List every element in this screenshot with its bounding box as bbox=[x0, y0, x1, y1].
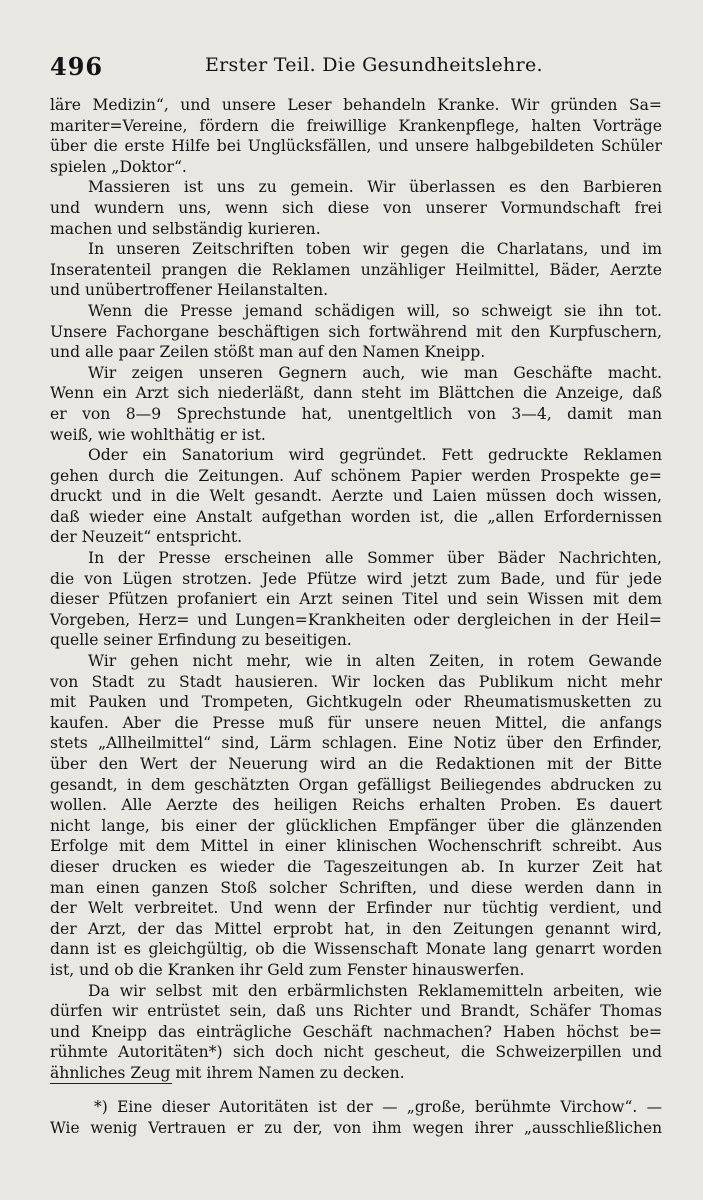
text-line: Wenn ein Arzt sich niederläßt, dann steht im Blättchen die Anzeige, daß bbox=[50, 384, 662, 403]
paragraph bbox=[50, 445, 662, 548]
text-line: gehen durch die Zeitungen. Auf schönem Papier werden Prospekte ge= bbox=[50, 466, 662, 485]
text-line: und Kneipp das einträgliche Geschäft nachmachen? Haben höchst be= bbox=[50, 1022, 662, 1041]
footnote bbox=[50, 1097, 662, 1139]
main-text bbox=[50, 95, 662, 1084]
text-line: In der Presse erscheinen alle Sommer über Bäder Nachrichten, bbox=[88, 549, 662, 568]
running-title: Erster Teil. Die Gesundheitslehre. bbox=[205, 54, 543, 76]
text-line: er von 8—9 Sprechstunde hat, unentgeltlich von 3—4, damit man bbox=[50, 404, 662, 423]
text-line: man einen ganzen Stoß solcher Schriften, und diese werden dann in bbox=[50, 878, 662, 897]
text-line: rühmte Autoritäten*) sich doch nicht gescheut, die Schweizerpillen und bbox=[50, 1043, 662, 1062]
text-line: und unübertroffener Heilanstalten. bbox=[50, 281, 329, 300]
text-line: und alle paar Zeilen stößt man auf den Namen Kneipp. bbox=[50, 343, 486, 362]
text-line: Wir zeigen unseren Gegnern auch, wie man Geschäfte macht. bbox=[88, 363, 662, 382]
text-line: quelle seiner Erfindung zu beseitigen. bbox=[50, 631, 352, 650]
text-line: spielen „Doktor“. bbox=[50, 157, 187, 176]
paragraph bbox=[50, 301, 662, 363]
text-line: Inseratenteil prangen die Reklamen unzähliger Heilmittel, Bäder, Aerzte bbox=[50, 260, 662, 279]
text-line: dieser Pfützen profaniert ein Arzt seinen Titel und sein Wissen mit dem bbox=[50, 590, 662, 609]
paragraph bbox=[50, 651, 662, 981]
paragraph bbox=[50, 95, 662, 177]
text-line: Massieren ist uns zu gemein. Wir überlassen es den Barbieren bbox=[88, 178, 662, 197]
text-line: Wir gehen nicht mehr, wie in alten Zeiten, in rotem Gewande bbox=[88, 652, 662, 671]
text-line: dieser drucken es wieder die Tageszeitungen ab. In kurzer Zeit hat bbox=[50, 857, 662, 876]
text-line: dürfen wir entrüstet sein, daß uns Richter und Brandt, Schäfer Thomas bbox=[50, 1002, 662, 1021]
text-line: über den Wert der Neuerung wird an die Redaktionen mit der Bitte bbox=[50, 755, 662, 773]
text-line: und wundern uns, wenn sich diese von unserer Vormundschaft frei bbox=[50, 198, 662, 217]
text-line: über die erste Hilfe bei Unglücksfällen, und unsere halbgebildeten Schüler bbox=[50, 137, 662, 156]
text-line: die von Lügen strotzen. Jede Pfütze wird jetzt zum Bade, und für jede bbox=[50, 569, 662, 588]
text-line: mit Pauken und Trompeten, Gichtkugeln oder Rheumatismusketten zu bbox=[50, 693, 662, 712]
text-line: kaufen. Aber die Presse muß für unsere neuen Mittel, die anfangs bbox=[50, 713, 662, 732]
text-line: ähnliches Zeug mit ihrem Namen zu decken. bbox=[50, 1063, 405, 1082]
text-line: machen und selbständig kurieren. bbox=[50, 219, 321, 238]
text-line: Vorgeben, Herz= und Lungen=Krankheiten oder dergleichen in der Heil= bbox=[50, 610, 662, 629]
paragraph bbox=[50, 177, 662, 239]
text-line: stets „Allheilmittel“ sind, Lärm schlagen. Eine Notiz über den Erfinder, bbox=[50, 734, 662, 753]
text-line: dann ist es gleichgültig, ob die Wissenschaft Monate lang genarrt worden bbox=[50, 940, 662, 959]
text-line: In unseren Zeitschriften toben wir gegen die Charlatans, und im bbox=[88, 240, 662, 259]
text-line: nicht lange, bis einer der glücklichen Empfänger über die glänzenden bbox=[50, 816, 662, 835]
text-line: mariter=Vereine, fördern die freiwillige Krankenpflege, halten Vorträge bbox=[50, 116, 662, 135]
paragraph bbox=[50, 363, 662, 445]
text-line: Oder ein Sanatorium wird gegründet. Fett gedruckte Reklamen bbox=[88, 446, 662, 465]
text-line: läre Medizin“, und unsere Leser behandeln Kranke. Wir gründen Sa= bbox=[50, 96, 662, 114]
text-line: Wenn die Presse jemand schädigen will, so schweigt sie ihn tot. bbox=[88, 301, 662, 320]
text-line: daß wieder eine Anstalt aufgethan worden ist, die „allen Erfordernissen bbox=[50, 507, 662, 526]
text-line: der Welt verbreitet. Und wenn der Erfinder nur tüchtig verdient, und bbox=[50, 899, 662, 918]
text-line: Da wir selbst mit den erbärmlichsten Reklamemitteln arbeiten, wie bbox=[88, 981, 662, 1000]
footnote-line: Wie wenig Vertrauen er zu der, von ihm wegen ihrer „ausschließlichen bbox=[50, 1119, 662, 1137]
text-line: wollen. Alle Aerzte des heiligen Reichs erhalten Proben. Es dauert bbox=[50, 796, 662, 815]
page-number: 496 bbox=[50, 52, 104, 81]
text-line: der Neuzeit“ entspricht. bbox=[50, 528, 243, 547]
text-line: der Arzt, der das Mittel erprobt hat, in den Zeitungen genannt wird, bbox=[50, 919, 662, 938]
text-line: von Stadt zu Stadt hausieren. Wir locken das Publikum nicht mehr bbox=[50, 672, 662, 691]
text-line: Unsere Fachorgane beschäftigen sich fortwährend mit den Kurpfuschern, bbox=[50, 322, 662, 341]
paragraph bbox=[50, 981, 662, 1084]
footnote-line: *) Eine dieser Autoritäten ist der — „große, berühmte Virchow“. — bbox=[94, 1098, 662, 1116]
text-line: Erfolge mit dem Mittel in einer klinischen Wochenschrift schreibt. Aus bbox=[50, 837, 662, 856]
text-line: gesandt, in dem geschätzten Organ gefälligst Beiliegendes abdrucken zu bbox=[50, 775, 662, 794]
text-line: ist, und ob die Kranken ihr Geld zum Fenster hinauswerfen. bbox=[50, 960, 525, 979]
text-line: weiß, wie wohlthätig er ist. bbox=[50, 425, 266, 444]
text-line: druckt und in die Welt gesandt. Aerzte und Laien müssen doch wissen, bbox=[50, 487, 662, 506]
page-header bbox=[50, 52, 657, 80]
footnote-separator bbox=[50, 1083, 172, 1084]
paragraph bbox=[50, 548, 662, 651]
paragraph bbox=[50, 239, 662, 301]
